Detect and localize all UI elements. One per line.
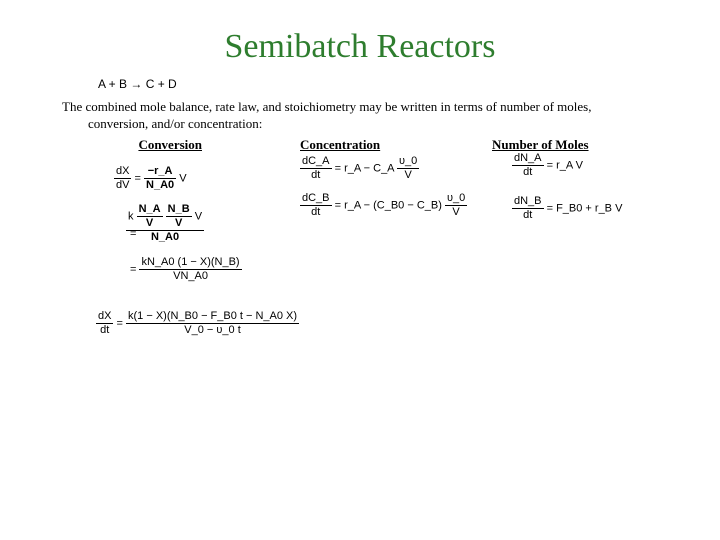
conversion-eq-2 [126, 203, 204, 244]
conversion-eq-4: $\frac{dX}{dt}$ = $\frac{k(1 - X)(N\_B0 - F\_B0 t - N\_A0 X)}{V\_0 - \upsilon\_0 t}$ [98, 310, 298, 336]
concB-lhs-den: dt [311, 206, 321, 218]
concB-frac-num: υ_0 [446, 192, 466, 204]
intro-text-line2: conversion, and/or concentration: [88, 116, 263, 131]
eq2-den2: V [174, 217, 183, 229]
eq4-lhs-den: dt [100, 324, 110, 336]
concentration-eq-a [300, 155, 419, 182]
concA-lhs-den: dt [311, 169, 321, 181]
eq2-equals: = [130, 228, 137, 240]
page-title: Semibatch Reactors [224, 28, 496, 65]
molB-rhs: = F_B0 + r_B V [546, 202, 623, 215]
eq1-lhs-num: dX [116, 165, 130, 177]
header-conversion: Conversion [138, 137, 202, 152]
eq1-rhs-den: N_A0 [146, 179, 175, 191]
reaction-equation: A + B → C + D [98, 77, 177, 91]
molA-lhs-den: dt [523, 166, 533, 178]
eq2-num1: N_A [138, 203, 161, 215]
eq1-rhs-num: −r_A [144, 165, 176, 179]
concB-frac-den: V [452, 206, 460, 218]
header-concentration: Concentration [300, 137, 381, 152]
header-moles: Number of Moles [492, 137, 589, 152]
eq1-lhs-den: dV [116, 179, 130, 191]
conversion-eq-3: = $\frac{kN\_A0 (1 - X)(N\_B)}{VN\_A0}$ [130, 256, 240, 282]
eq2-den1: V [145, 217, 154, 229]
molA-lhs-num: dN_A [514, 152, 542, 164]
eq3-den: VN_A0 [173, 270, 208, 282]
molB-lhs-num: dN_B [514, 195, 542, 207]
concentration-eq-b [300, 192, 467, 219]
moles-eq-a [512, 152, 583, 179]
eq3-num: kN_A0 (1 − X)(N_B) [141, 256, 240, 268]
eq2-tail: V [194, 210, 203, 223]
concA-frac-num: υ_0 [398, 155, 418, 167]
molB-lhs-den: dt [523, 209, 533, 221]
molA-rhs: = r_A V [546, 159, 583, 172]
concA-mid: = r_A − C_A [334, 162, 394, 175]
eq2-num2: N_B [167, 203, 190, 215]
concB-mid: = r_A − (C_B0 − C_B) [334, 199, 442, 212]
intro-text-line1: The combined mole balance, rate law, and stoichiometry may be written in terms of number of moles, [62, 99, 592, 114]
concA-lhs-num: dC_A [302, 155, 330, 167]
eq1-rhs-tail: V [179, 172, 187, 185]
eq2-k: k [128, 210, 134, 223]
concB-lhs-num: dC_B [302, 192, 330, 204]
concA-frac-den: V [404, 169, 412, 181]
conversion-eq-1: $\frac{dX}{dV}$ = $\frac{-r\_A}{N\_A0}$ V [116, 165, 187, 191]
eq4-rhs-num: k(1 − X)(N_B0 − F_B0 t − N_A0 X) [128, 310, 298, 322]
eq4-lhs-num: dX [98, 310, 112, 322]
moles-eq-b [512, 195, 622, 222]
eq4-rhs-den: V_0 − υ_0 t [184, 324, 241, 336]
eq2-den: N_A0 [150, 231, 180, 243]
